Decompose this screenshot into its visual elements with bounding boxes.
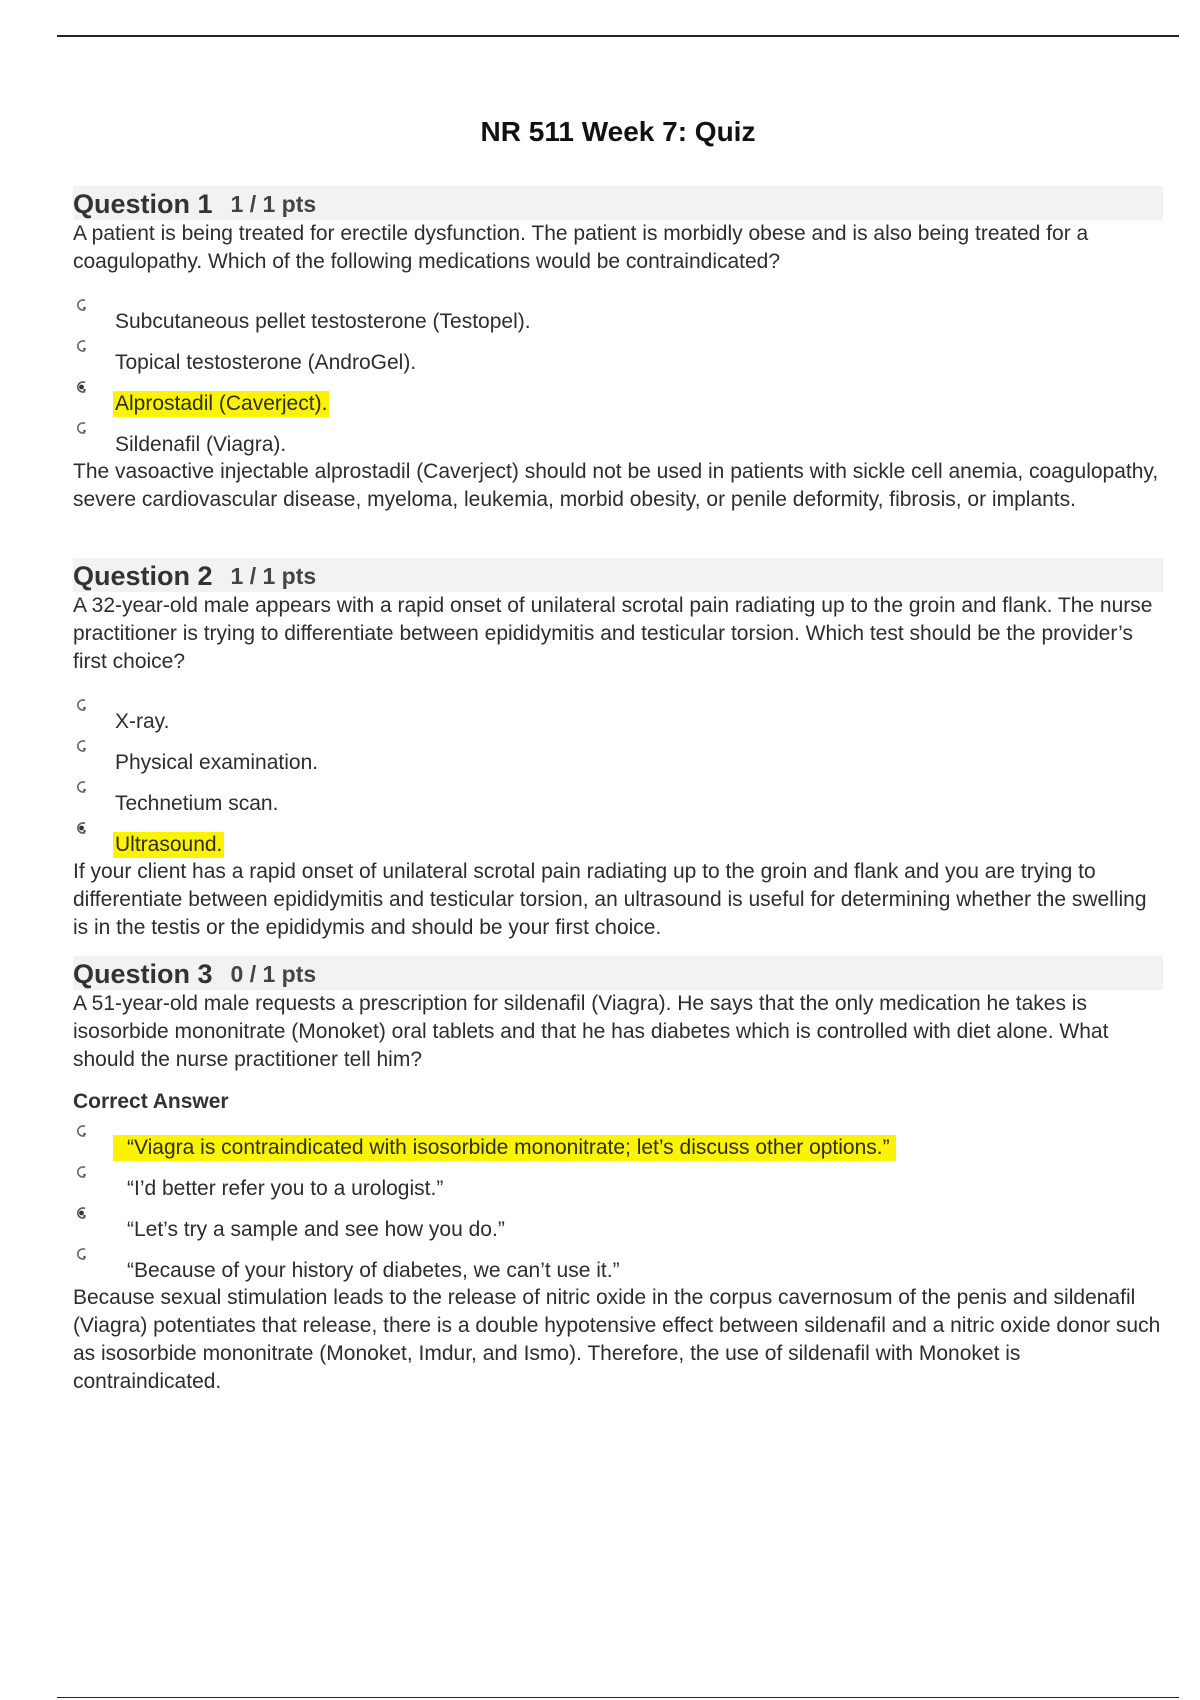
answer-option[interactable] bbox=[73, 376, 1163, 417]
radio-selected-icon[interactable] bbox=[75, 1206, 89, 1220]
question-text: A 51-year-old male requests a prescription for sildenafil (Viagra). He says that the only medication he takes is isosorbide mononitrate (Monoket) oral tablets and that he has diabetes which is controlled with diet alone. What should the nurse practitioner tell him? bbox=[73, 992, 1109, 1071]
answer-option-text: “I’d better refer you to a urologist.” bbox=[127, 1177, 444, 1200]
answer-option-text: “Let’s try a sample and see how you do.” bbox=[127, 1218, 505, 1241]
question-header bbox=[73, 186, 1163, 220]
radio-unselected-icon[interactable] bbox=[75, 339, 89, 353]
answer-option-text: Ultrasound. bbox=[115, 833, 223, 856]
question-header bbox=[73, 558, 1163, 592]
radio-unselected-icon[interactable] bbox=[75, 698, 89, 712]
top-rule bbox=[57, 35, 1179, 37]
answer-option-text: “Viagra is contraindicated with isosorbide mononitrate; let’s discuss other options.” bbox=[113, 1135, 896, 1161]
answer-option-text: “Because of your history of diabetes, we can’t use it.” bbox=[127, 1259, 620, 1282]
answer-option[interactable] bbox=[73, 417, 1163, 458]
question-label: Question 2 bbox=[73, 561, 213, 591]
answer-option[interactable] bbox=[73, 335, 1163, 376]
question-1 bbox=[73, 186, 1163, 514]
bottom-rule bbox=[57, 1697, 1179, 1698]
answer-option-text: Alprostadil (Caverject). bbox=[115, 392, 328, 415]
answer-option[interactable] bbox=[73, 776, 1163, 817]
question-points: 0 / 1 pts bbox=[230, 961, 317, 987]
answer-option[interactable] bbox=[73, 735, 1163, 776]
question-header bbox=[73, 956, 1163, 990]
question-text: A patient is being treated for erectile dysfunction. The patient is morbidly obese and is also being treated for a coagulopathy. Which of the following medications would be contraindicated? bbox=[73, 222, 1089, 273]
answer-option[interactable] bbox=[73, 1120, 1163, 1161]
radio-selected-icon[interactable] bbox=[75, 380, 89, 394]
radio-unselected-icon[interactable] bbox=[75, 1247, 89, 1261]
answer-option-text: Subcutaneous pellet testosterone (Testopel). bbox=[115, 310, 531, 333]
radio-unselected-icon[interactable] bbox=[75, 1124, 89, 1138]
answer-explanation: Because sexual stimulation leads to the release of nitric oxide in the corpus cavernosum of the penis and sildenafil (Viagra) potentiates that release, there is a double hypotensive effect between sildenafil and a nitric oxide donor such as isosorbide mononitrate (Monoket, Imdur, and Ismo). Therefore, the use of sildenafil with Monoket is contraindicated. bbox=[73, 1286, 1161, 1393]
answer-option[interactable] bbox=[73, 1202, 1163, 1243]
answer-option-text: X-ray. bbox=[115, 710, 170, 733]
answer-option[interactable] bbox=[73, 294, 1163, 335]
answer-option[interactable] bbox=[73, 1161, 1163, 1202]
answer-options bbox=[73, 694, 1163, 858]
radio-selected-icon[interactable] bbox=[75, 821, 89, 835]
answer-option[interactable] bbox=[73, 817, 1163, 858]
question-text: A 32-year-old male appears with a rapid onset of unilateral scrotal pain radiating up to the groin and flank. The nurse practitioner is trying to differentiate between epididymitis and testicular torsion. Which test should be the provider’s first choice? bbox=[73, 594, 1153, 673]
answer-option[interactable] bbox=[73, 694, 1163, 735]
answer-options bbox=[73, 1120, 1163, 1284]
answer-option-text: Sildenafil (Viagra). bbox=[115, 433, 287, 456]
question-points: 1 / 1 pts bbox=[230, 191, 317, 217]
answer-option-text: Topical testosterone (AndroGel). bbox=[115, 351, 417, 374]
correct-answer-label: Correct Answer bbox=[73, 1090, 229, 1113]
question-label: Question 3 bbox=[73, 959, 213, 989]
page-title: NR 511 Week 7: Quiz bbox=[480, 116, 756, 147]
question-2 bbox=[73, 558, 1163, 942]
radio-unselected-icon[interactable] bbox=[75, 1165, 89, 1179]
radio-unselected-icon[interactable] bbox=[75, 421, 89, 435]
answer-explanation: The vasoactive injectable alprostadil (Caverject) should not be used in patients with sickle cell anemia, coagulopathy, severe cardiovascular disease, myeloma, leukemia, morbid obesity, or penile deformity, fibrosis, or implants. bbox=[73, 460, 1159, 511]
radio-unselected-icon[interactable] bbox=[75, 298, 89, 312]
radio-unselected-icon[interactable] bbox=[75, 780, 89, 794]
answer-option[interactable] bbox=[73, 1243, 1163, 1284]
answer-options bbox=[73, 294, 1163, 458]
question-3 bbox=[73, 956, 1163, 1396]
question-points: 1 / 1 pts bbox=[230, 563, 317, 589]
answer-explanation: If your client has a rapid onset of unilateral scrotal pain radiating up to the groin and flank and you are trying to differentiate between epididymitis and testicular torsion, an ultrasound is useful for determining whether the swelling is in the testis or the epididymis and should be your first choice. bbox=[73, 860, 1147, 939]
answer-option-text: Physical examination. bbox=[115, 751, 319, 774]
answer-option-text: Technetium scan. bbox=[115, 792, 279, 815]
question-label: Question 1 bbox=[73, 189, 213, 219]
radio-unselected-icon[interactable] bbox=[75, 739, 89, 753]
